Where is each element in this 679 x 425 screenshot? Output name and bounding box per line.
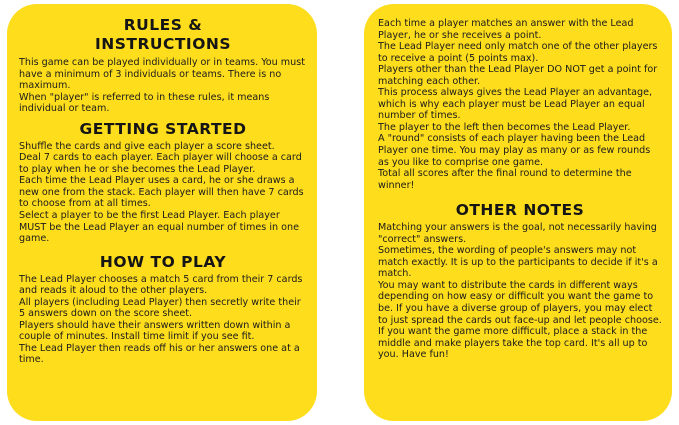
scoring-paragraph: Total all scores after the final round to determine the winner!	[378, 168, 632, 191]
other-notes-text	[378, 222, 662, 361]
scoring-text	[378, 18, 662, 191]
how-to-play-text	[19, 274, 307, 366]
getting-started-paragraph: Shuffle the cards and give each player a score sheet.	[19, 140, 275, 152]
rules-text	[19, 57, 307, 115]
rules-paragraph: When "player" is referred to in these rules, it means individual or team.	[19, 91, 270, 115]
how-to-play-heading: HOW TO PLAY	[99, 252, 227, 271]
getting-started-heading: GETTING STARTED	[79, 119, 247, 138]
how-to-play-paragraph: The Lead Player chooses a match 5 card from their 7 cards and reads it aloud to the other players.	[19, 273, 303, 297]
scoring-paragraph: The player to the left then becomes the Lead Player.	[378, 121, 631, 133]
rules-card-right	[364, 4, 672, 421]
rules-heading-line2: INSTRUCTIONS	[94, 35, 232, 53]
how-to-play-paragraph: The Lead Player then reads off his or her answers one at a time.	[19, 342, 300, 366]
getting-started-paragraph: Select a player to be the first Lead Player. Each player MUST be the Lead Player an equal number of times in one game.	[19, 210, 299, 245]
scoring-paragraph: This process always gives the Lead Player an advantage, which is why each player must be Lead Player an equal number of times.	[378, 87, 653, 122]
other-notes-paragraph: Sometimes, the wording of people's answers may not match exactly. It is up to the participants to decide if it's a match.	[378, 245, 658, 280]
other-notes-paragraph: You may want to distribute the cards in different ways depending on how easy or difficult you want the game to be. If you have a diverse group of players, you may elect to just spread the cards out face-up and let people choose. If you want the game more difficult, place a stack in the middle and make players take the top card. It's all up to you. Have fun!	[378, 279, 662, 361]
getting-started-paragraph: Deal 7 cards to each player. Each player will choose a card to play when he or she becomes the Lead Player.	[19, 152, 302, 175]
how-to-play-paragraph: All players (including Lead Player) then secretly write their 5 answers down on the score sheet.	[19, 296, 301, 320]
scoring-paragraph: The Lead Player need only match one of the other players to receive a point (5 points max).	[378, 41, 658, 64]
scoring-paragraph: Each time a player matches an answer with the Lead Player, he or she receives a point.	[378, 18, 634, 41]
getting-started-paragraph: Each time the Lead Player uses a card, he or she draws a new one from the stack. Each player will then have 7 cards to choose from at all times.	[19, 175, 304, 210]
rules-heading-line1: RULES &	[123, 16, 203, 34]
rules-heading	[19, 16, 307, 54]
scoring-paragraph: A "round" consists of each player having been the Lead Player one time. You may play as many or as few rounds as you like to comprise one game.	[378, 133, 651, 168]
scoring-paragraph: Players other than the Lead Player DO NOT get a point for matching each other.	[378, 64, 658, 87]
how-to-play-paragraph: Players should have their answers written down within a couple of minutes. Install time limit if you see fit.	[19, 319, 291, 343]
rules-paragraph: This game can be played individually or in teams. You must have a minimum of 3 individuals or teams. There is no maximum.	[19, 57, 305, 92]
rules-card-left	[7, 4, 317, 421]
other-notes-heading: OTHER NOTES	[455, 201, 585, 220]
getting-started-text	[19, 141, 307, 245]
other-notes-paragraph: Matching your answers is the goal, not necessarily having "correct" answers.	[378, 222, 657, 245]
